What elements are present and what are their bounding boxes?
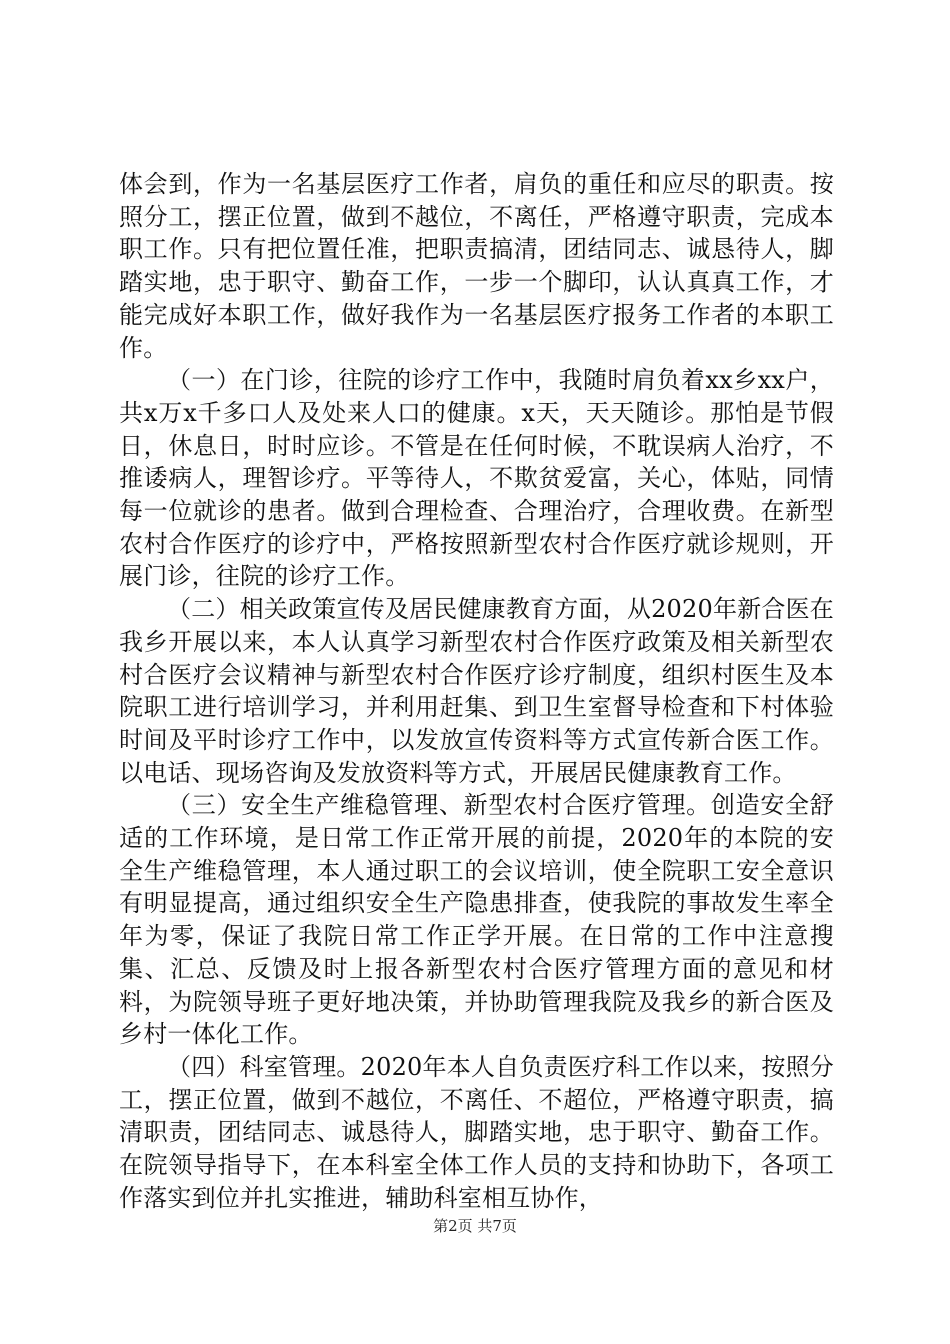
paragraph-section-3: （三）安全生产维稳管理、新型农村合医疗管理。创造安全舒适的工作环境，是日常工作正常开展的前提，2020年的本院的安全生产维稳管理，本人通过职工的会议培训，使全院职工安全意识有明显提高，通过组织安全生产隐患排查，使我院的事故发生率全年为零，保证了我院日常工作正学开展。在日常的工作中注意搜集、汇总、反馈及时上报各新型农村合医疗管理方面的意见和材料，为院领导班子更好地决策，并协助管理我院及我乡的新合医及乡村一体化工作。 <box>119 791 834 1049</box>
paragraph-section-1: （一）在门诊，往院的诊疗工作中，我随时肩负着xx乡xx户，共x万x千多口人及处来人口的健康。x天，天天随诊。那怕是节假日，休息日，时时应诊。不管是在任何时候，不耽误病人治疗，不推诿病人，理智诊疗。平等待人，不欺贫爱富，关心，体贴，同情每一位就诊的患者。做到合理检查、合理治疗，合理收费。在新型农村合作医疗的诊疗中，严格按照新型农村合作医疗就诊规则，开展门诊，往院的诊疗工作。 <box>119 366 834 591</box>
paragraph-section-2: （二）相关政策宣传及居民健康教育方面，从2020年新合医在我乡开展以来，本人认真学习新型农村合作医疗政策及相关新型农村合医疗会议精神与新型农村合作医疗诊疗制度，组织村医生及本院职工进行培训学习，并利用赶集、到卫生室督导检查和下村体验时间及平时诊疗工作中，以发放宣传资料等方式宣传新合医工作。以电话、现场咨询及发放资料等方式，开展居民健康教育工作。 <box>119 595 834 787</box>
paragraph-intro: 体会到，作为一名基层医疗工作者，肩负的重任和应尽的职责。按照分工，摆正位置，做到不越位，不离任，严格遵守职责，完成本职工作。只有把位置任准，把职责搞清，团结同志、诚恳待人，脚踏实地，忠于职守、勤奋工作，一步一个脚印，认认真真工作，才能完成好本职工作，做好我作为一名基层医疗报务工作者的本职工作。 <box>119 170 834 362</box>
page-number-footer: 第2页 共7页 <box>433 1217 517 1235</box>
paragraph-section-4: （四）科室管理。2020年本人自负责医疗科工作以来，按照分工，摆正位置，做到不越位，不离任、不超位，严格遵守职责，搞清职责，团结同志、诚恳待人，脚踏实地，忠于职守、勤奋工作。在院领导指导下，在本科室全体工作人员的支持和协助下，各项工作落实到位并扎实推进，辅助科室相互协作， <box>119 1052 834 1212</box>
document-body <box>119 168 834 1215</box>
